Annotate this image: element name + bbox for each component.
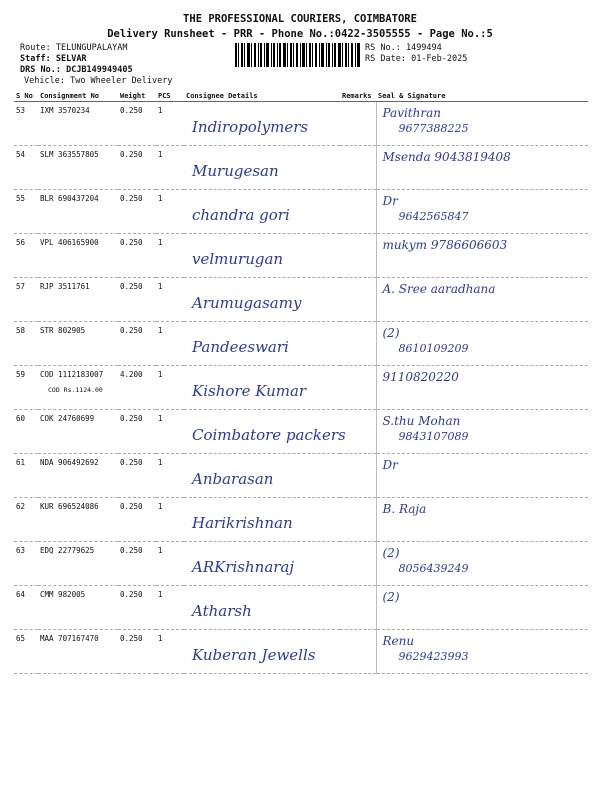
consignee-handwriting: Kuberan Jewells <box>192 646 316 664</box>
row-weight <box>118 146 156 190</box>
consignee-handwriting: Atharsh <box>192 602 252 620</box>
signature-handwriting: Msenda 9043819408 <box>382 150 511 164</box>
row-pcs <box>156 190 184 234</box>
row-pcs <box>156 410 184 454</box>
row-consignment-text: CMM 982005 <box>40 590 86 599</box>
signature-handwriting: (2) <box>382 326 400 340</box>
col-weight: Weight <box>118 90 156 102</box>
col-consignment: Consignment No <box>38 90 118 102</box>
table-row <box>14 366 588 410</box>
table-row <box>14 278 588 322</box>
row-consignee <box>184 234 340 278</box>
staff-value: SELVAR <box>55 54 87 64</box>
drs-label: DRS No.: <box>20 65 61 75</box>
row-sno <box>14 542 38 586</box>
row-signature <box>376 278 588 322</box>
signature-handwriting: Pavithran <box>382 106 441 120</box>
row-consignee <box>184 278 340 322</box>
phone-handwriting: 9843107089 <box>398 430 469 443</box>
route-value: TELUNGUPALAYAM <box>55 43 128 53</box>
col-remarks: Remarks <box>340 90 376 102</box>
row-sno <box>14 102 38 146</box>
row-weight-text: 0.250 <box>120 194 143 203</box>
row-sno-text: 59 <box>16 370 26 379</box>
row-consignment-text: MAA 707167470 <box>40 634 99 643</box>
phone-handwriting: 9629423993 <box>398 650 469 663</box>
consignee-handwriting: Coimbatore packers <box>192 426 346 444</box>
row-consignment <box>38 586 118 630</box>
table-row <box>14 190 588 234</box>
row-consignee <box>184 586 340 630</box>
row-pcs-text: 1 <box>158 546 163 555</box>
row-weight-text: 0.250 <box>120 282 143 291</box>
vehicle-label: Vehicle: <box>24 76 65 86</box>
row-signature <box>376 410 588 454</box>
row-sno-text: 54 <box>16 150 26 159</box>
row-remarks <box>340 542 376 586</box>
row-sno-text: 56 <box>16 238 26 247</box>
row-pcs-text: 1 <box>158 634 163 643</box>
drs-line <box>20 65 133 75</box>
row-weight-text: 0.250 <box>120 326 143 335</box>
row-consignment-text: IXM 3570234 <box>40 106 90 115</box>
row-signature <box>376 190 588 234</box>
phone-handwriting: 9677388225 <box>398 122 469 135</box>
row-consignment <box>38 278 118 322</box>
row-consignment <box>38 542 118 586</box>
row-consignee <box>184 146 340 190</box>
rs-date-value: 01-Feb-2025 <box>411 54 468 64</box>
table-row <box>14 146 588 190</box>
row-weight <box>118 366 156 410</box>
row-weight-text: 0.250 <box>120 238 143 247</box>
row-remarks <box>340 190 376 234</box>
signature-handwriting: Renu <box>382 634 415 648</box>
row-signature <box>376 542 588 586</box>
consignee-handwriting: Indiropolymers <box>192 118 309 136</box>
row-pcs <box>156 234 184 278</box>
row-sno-text: 53 <box>16 106 26 115</box>
row-weight <box>118 454 156 498</box>
row-consignment <box>38 190 118 234</box>
row-consignment-text: VPL 406165900 <box>40 238 99 247</box>
consignee-handwriting: Kishore Kumar <box>192 382 307 400</box>
signature-handwriting: A. Sree aaradhana <box>382 282 496 296</box>
row-consignee <box>184 498 340 542</box>
row-sno <box>14 366 38 410</box>
col-sno: S No <box>14 90 38 102</box>
row-sno <box>14 278 38 322</box>
row-pcs-text: 1 <box>158 150 163 159</box>
row-pcs <box>156 542 184 586</box>
signature-handwriting: Dr <box>382 458 398 472</box>
row-sno <box>14 322 38 366</box>
row-weight <box>118 498 156 542</box>
staff-line <box>20 54 87 64</box>
consignee-handwriting: Arumugasamy <box>192 294 302 312</box>
consignee-handwriting: Harikrishnan <box>192 514 293 532</box>
table-row <box>14 410 588 454</box>
row-consignment-text: STR 802905 <box>40 326 86 335</box>
row-signature <box>376 234 588 278</box>
row-consignee <box>184 102 340 146</box>
row-consignee <box>184 454 340 498</box>
row-weight-text: 0.250 <box>120 502 143 511</box>
row-remarks <box>340 146 376 190</box>
row-sno <box>14 586 38 630</box>
row-sno <box>14 234 38 278</box>
row-consignment-text: COD 1112183007 <box>40 370 104 379</box>
route-line <box>20 43 128 53</box>
runsheet-table <box>14 90 588 674</box>
row-consignment-text: BLR 690437204 <box>40 194 99 203</box>
row-weight-text: 0.250 <box>120 590 143 599</box>
row-consignee <box>184 190 340 234</box>
row-signature <box>376 630 588 674</box>
row-pcs <box>156 454 184 498</box>
phone-handwriting: 8610109209 <box>398 342 469 355</box>
row-weight <box>118 322 156 366</box>
row-consignment <box>38 410 118 454</box>
row-pcs-text: 1 <box>158 458 163 467</box>
consignee-handwriting: Anbarasan <box>192 470 274 488</box>
row-weight <box>118 234 156 278</box>
row-consignment-text: COK 24760699 <box>40 414 95 423</box>
row-weight-text: 0.250 <box>120 546 143 555</box>
row-sno-text: 64 <box>16 590 26 599</box>
drs-value: DCJB149949405 <box>66 65 133 75</box>
cod-amount: COD Rs.1124.00 <box>48 386 103 394</box>
row-pcs-text: 1 <box>158 106 163 115</box>
row-pcs <box>156 366 184 410</box>
row-sno <box>14 410 38 454</box>
row-weight <box>118 542 156 586</box>
row-consignment <box>38 322 118 366</box>
row-weight-text: 0.250 <box>120 414 143 423</box>
row-remarks <box>340 454 376 498</box>
col-consignee: Consignee Details <box>184 90 340 102</box>
row-sno-text: 60 <box>16 414 26 423</box>
row-remarks <box>340 410 376 454</box>
row-consignment <box>38 630 118 674</box>
phone-handwriting: 8056439249 <box>398 562 469 575</box>
row-weight <box>118 410 156 454</box>
row-signature <box>376 498 588 542</box>
row-pcs-text: 1 <box>158 238 163 247</box>
row-remarks <box>340 102 376 146</box>
row-sno <box>14 630 38 674</box>
row-sno <box>14 498 38 542</box>
signature-handwriting: mukym 9786606603 <box>382 238 508 252</box>
row-sno-text: 61 <box>16 458 26 467</box>
row-weight <box>118 102 156 146</box>
rs-no-value: 1499494 <box>405 43 442 53</box>
row-weight <box>118 630 156 674</box>
row-consignee <box>184 322 340 366</box>
row-signature <box>376 146 588 190</box>
row-consignment <box>38 498 118 542</box>
col-signature: Seal & Signature <box>376 90 588 102</box>
row-sno-text: 65 <box>16 634 26 643</box>
table-row <box>14 630 588 674</box>
table-row <box>14 586 588 630</box>
company-title: THE PROFESSIONAL COURIERS, COIMBATORE <box>183 13 417 25</box>
consignee-handwriting: Murugesan <box>192 162 279 180</box>
row-pcs-text: 1 <box>158 502 163 511</box>
row-pcs-text: 1 <box>158 414 163 423</box>
row-sno <box>14 454 38 498</box>
row-weight <box>118 190 156 234</box>
row-consignment-text: NDA 906492692 <box>40 458 99 467</box>
row-remarks <box>340 322 376 366</box>
row-pcs-text: 1 <box>158 370 163 379</box>
rs-no-label: RS No.: <box>365 43 401 53</box>
signature-handwriting: 9110820220 <box>382 370 459 384</box>
row-pcs <box>156 102 184 146</box>
vehicle-value: Two Wheeler Delivery <box>70 76 173 86</box>
row-consignment-text: SLM 363557805 <box>40 150 99 159</box>
row-consignment <box>38 146 118 190</box>
row-weight-text: 0.250 <box>120 458 143 467</box>
row-signature <box>376 322 588 366</box>
row-pcs <box>156 322 184 366</box>
row-remarks <box>340 630 376 674</box>
row-pcs-text: 1 <box>158 326 163 335</box>
row-consignment-text: KUR 696524086 <box>40 502 99 511</box>
consignee-handwriting: velmurugan <box>192 250 284 268</box>
signature-handwriting: (2) <box>382 546 400 560</box>
rs-date-line <box>365 54 467 64</box>
consignee-handwriting: ARKrishnaraj <box>192 558 295 576</box>
row-consignment-text: RJP 3511761 <box>40 282 90 291</box>
table-header-row <box>14 90 588 102</box>
route-label: Route: <box>20 43 51 53</box>
row-remarks <box>340 498 376 542</box>
row-signature <box>376 102 588 146</box>
table-row <box>14 234 588 278</box>
row-sno-text: 57 <box>16 282 26 291</box>
signature-handwriting: S.thu Mohan <box>382 414 461 428</box>
row-consignee <box>184 542 340 586</box>
row-weight <box>118 278 156 322</box>
row-weight-text: 0.250 <box>120 106 143 115</box>
table-row <box>14 454 588 498</box>
rs-no-line <box>365 43 442 53</box>
row-remarks <box>340 278 376 322</box>
row-consignment-text: EDQ 22779625 <box>40 546 95 555</box>
table-row <box>14 322 588 366</box>
row-consignment <box>38 454 118 498</box>
row-pcs-text: 1 <box>158 590 163 599</box>
table-row <box>14 542 588 586</box>
row-pcs <box>156 630 184 674</box>
col-pcs: PCS <box>156 90 184 102</box>
row-consignment <box>38 102 118 146</box>
signature-handwriting: (2) <box>382 590 400 604</box>
row-pcs-text: 1 <box>158 282 163 291</box>
row-consignment <box>38 234 118 278</box>
signature-handwriting: B. Raja <box>382 502 427 516</box>
row-pcs <box>156 498 184 542</box>
row-remarks <box>340 586 376 630</box>
runsheet-subtitle: Delivery Runsheet - PRR - Phone No.:0422-3505555 - Page No.:5 <box>107 28 493 40</box>
row-sno-text: 58 <box>16 326 26 335</box>
row-signature <box>376 586 588 630</box>
row-consignee <box>184 410 346 454</box>
row-remarks <box>340 366 376 410</box>
row-consignee <box>184 366 340 410</box>
row-sno <box>14 146 38 190</box>
row-sno-text: 63 <box>16 546 26 555</box>
consignee-handwriting: chandra gori <box>192 206 290 224</box>
row-pcs <box>156 278 184 322</box>
row-weight-text: 4.200 <box>120 370 143 379</box>
staff-label: Staff: <box>20 54 51 64</box>
row-signature <box>376 366 588 410</box>
rs-date-label: RS Date: <box>365 54 406 64</box>
row-consignee <box>184 630 340 674</box>
barcode <box>235 43 360 67</box>
row-sno-text: 55 <box>16 194 26 203</box>
row-signature <box>376 454 588 498</box>
phone-handwriting: 9642565847 <box>398 210 469 223</box>
row-weight <box>118 586 156 630</box>
consignee-handwriting: Pandeeswari <box>192 338 289 356</box>
row-consignment <box>38 366 118 410</box>
row-pcs <box>156 586 184 630</box>
vehicle-line <box>24 76 172 86</box>
row-sno <box>14 190 38 234</box>
row-weight-text: 0.250 <box>120 634 143 643</box>
table-row <box>14 498 588 542</box>
row-pcs <box>156 146 184 190</box>
row-pcs-text: 1 <box>158 194 163 203</box>
row-remarks <box>340 234 376 278</box>
row-weight-text: 0.250 <box>120 150 143 159</box>
signature-handwriting: Dr <box>382 194 398 208</box>
table-row <box>14 102 588 146</box>
row-sno-text: 62 <box>16 502 26 511</box>
